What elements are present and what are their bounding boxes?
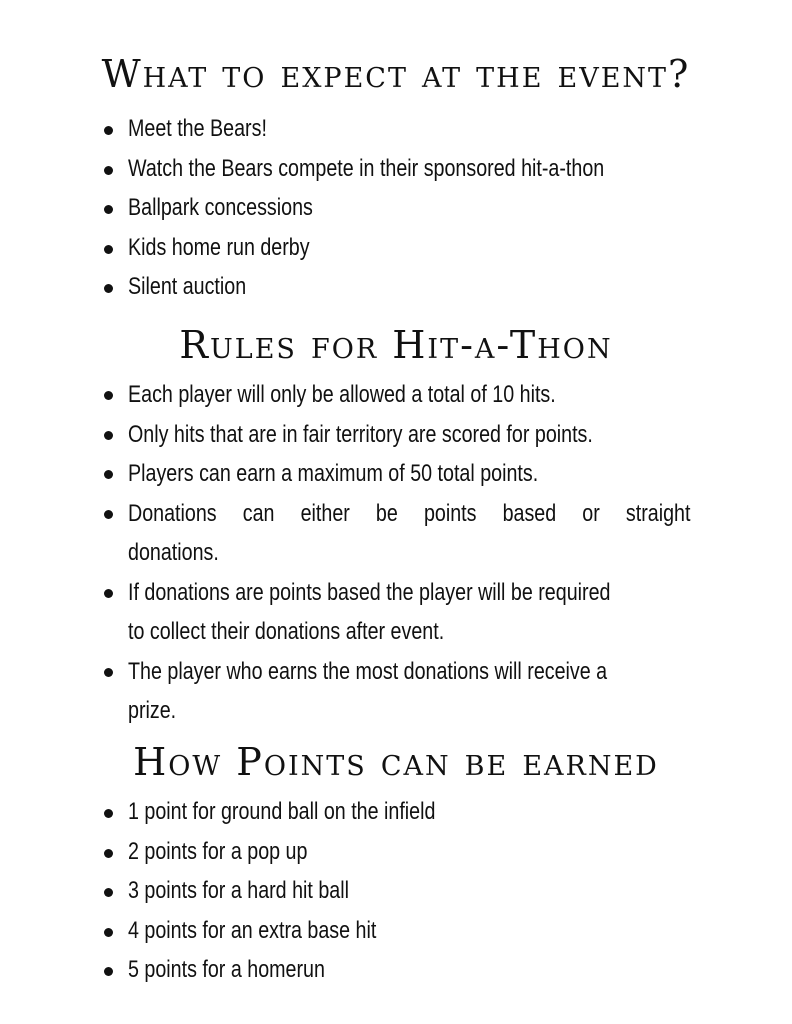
- bullet-icon: [104, 431, 113, 440]
- section-heading-how-points-earned: How Points can be earned: [133, 740, 659, 784]
- list-item: Only hits that are in fair territory are scored for points.: [128, 415, 690, 455]
- section-heading-rules: Rules for Hit-a-Thon: [179, 323, 613, 367]
- list-item: Ballpark concessions: [128, 190, 709, 230]
- bullet-icon: [104, 928, 113, 937]
- list-item: 3 points for a hard hit ball: [128, 873, 503, 913]
- list-item: 4 points for an extra base hit: [128, 913, 503, 953]
- list-item: Players can earn a maximum of 50 total points.: [128, 454, 690, 494]
- list-item: Each player will only be allowed a total of 10 hits.: [128, 375, 690, 415]
- list-item: 1 point for ground ball on the infield: [128, 794, 503, 834]
- bullet-icon: [104, 589, 113, 598]
- bullet-icon: [104, 284, 113, 293]
- bullet-icon: [104, 849, 113, 858]
- list-item: Silent auction: [128, 269, 709, 309]
- list-item: 2 points for a pop up: [128, 834, 503, 874]
- bullet-icon: [104, 967, 113, 976]
- bullet-icon: [104, 510, 113, 519]
- event-expectations-list: [128, 111, 709, 309]
- section-heading-what-to-expect: What to expect at the event?: [101, 52, 691, 96]
- rules-list: [128, 375, 690, 731]
- bullet-icon: [104, 126, 113, 135]
- bullet-icon: [104, 166, 113, 175]
- bullet-icon: [104, 809, 113, 818]
- list-item: If donations are points based the player will be required to collect their donations after event.: [128, 573, 690, 652]
- list-item: The player who earns the most donations will receive a prize.: [128, 652, 690, 731]
- bullet-icon: [104, 245, 113, 254]
- list-item: Meet the Bears!: [128, 111, 709, 151]
- list-item: Kids home run derby: [128, 230, 709, 270]
- bullet-icon: [104, 888, 113, 897]
- bullet-icon: [104, 205, 113, 214]
- list-item: Watch the Bears compete in their sponsored hit-a-thon: [128, 151, 709, 191]
- bullet-icon: [104, 668, 113, 677]
- bullet-icon: [104, 470, 113, 479]
- list-item: Donations can either be points based or straight donations.: [128, 494, 690, 573]
- bullet-icon: [104, 391, 113, 400]
- list-item: 5 points for a homerun: [128, 952, 503, 992]
- points-list: [128, 794, 503, 992]
